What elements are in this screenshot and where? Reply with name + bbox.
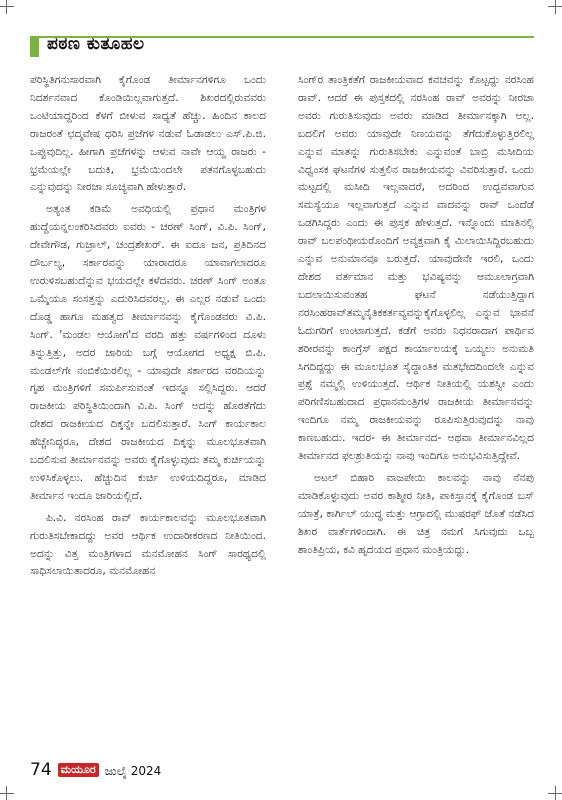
left-paragraph-1: ಪರಿಸ್ಥಿತಿಗನುಸಾರವಾಗಿ ಕೈಗೊಂಡ ತೀರ್ಮಾನಗಳಿಗೂ ಒಂದು ನಿದರ್ಶನವಾದ ಕೊಂಡಿಯಿಲ್ಲವಾಗುತ್ತದೆ. ಶಿಖರದಲ್ಲಿರುವವರು ಒಂಟಿಯಾದ್ದರಿಂದ ಕೆಳಗೆ ಬೀಳುವ ಸಾಧ್ಯತೆ ಹೆಚ್ಚು. ಹಿಂದಿನ ಕಾಲದ ರಾಜರಂತೆ ಛದ್ಮವೇಷ ಧರಿಸಿ ಪ್ರಜೆಗಳ ನಡುವೆ ಓಡಾಡಲು ಎಸ್.ಪಿ.ಜಿ. ಒಪ್ಪುವುದಿಲ್ಲ. ಹೀಗಾಗಿ ಪ್ರಜೆಗಳನ್ನು ಆಳುವ ನಾವೇ ಆಯ್ದ ರಾಜರು - ಭ್ರಮೆಯಲ್ಲೇ ಬದುಕಿ, ಭ್ರಮೆಯಿಂದಲೇ ಪತನಗೊಳ್ಳಬಹುದು ಎನ್ನುವುದನ್ನು ನೀರಜಾ ಸೂಚ್ಯವಾಗಿ ಹೇಳುತ್ತಾರೆ. bbox=[30, 74, 266, 194]
section-header bbox=[30, 24, 534, 64]
crop-mark-bottom-right-h bbox=[548, 793, 562, 794]
magazine-logo: ಮಯೂರ bbox=[58, 763, 99, 777]
left-column bbox=[30, 72, 266, 585]
crop-mark-top-right-h bbox=[548, 6, 562, 7]
right-paragraph-1: ಸಿಂಗ್‌ರ ತಾಂತ್ರಿಕತೆಗೆ ರಾಜಕೀಯವಾದ ಕವಚವನ್ನು ಕೊಟ್ಟದ್ದು ನರಸಿಂಹ ರಾವ್. ಆದರೆ ಈ ಪುಸ್ತಕದಲ್ಲಿ ನರಸಿಂಹ ರಾವ್ ಅವರನ್ನು ನೀರಜಾ ಅವರು ಗುರುತಿಸುವುದು ಅವರು ಮಾಡಿದ ತೀರ್ಮಾನಕ್ಕಾಗಿ ಅಲ್ಲ. ಬದಲಿಗೆ ಅವರು ಯಾವುದೇ ನಿಣಯವನ್ನು ತೆಗೆದುಕೊಳ್ಳುತ್ತಿರಲಿಲ್ಲ ಎನ್ನುವ ಮಾತನ್ನು ಗುರುತಿಸಬೇಕು ಎನ್ನುವಂತೆ ಬಾಬ್ರಿ ಮಸೀದಿಯ ವಿಧ್ವಂಸಕ ಘಟನೆಗಳ ಸುತ್ತಲಿನ ರಾಜಕೀಯವನ್ನು ವಿವರಿಸುತ್ತಾರೆ. ಒಂದು ಮಟ್ಟದಲ್ಲಿ ಮಸೀದಿ ಇಲ್ಲವಾದರೆ, ಅದರಿಂದ ಉದ್ಭವವಾಗುವ ಸಮಸ್ಯೆಯೂ ಇಲ್ಲವಾಗುತ್ತದೆ ಎನ್ನುವ ವಾದವನ್ನು ರಾವ್ ಒಂದೆಡೆ ಒಡಗಿಸಿದ್ದರು ಎಂದು ಈ ಪುಸ್ತಕ ಹೇಳುತ್ತದೆ. ಇನ್ನೊಂದು ಮಾತಿನಲ್ಲಿ ರಾವ್ ಬಲಪಂಥೀಯರೊಂದಿಗೆ ಅವ್ಯಕ್ತವಾಗಿ ಕೈ ಮಿಲಾಯಿಸಿದ್ದಿರಬಹುದು ಎನ್ನುವ ಅನುಮಾನವೂ ಬರುತ್ತದೆ. ಯಾವುದೇನೇ ಇರಲಿ, ಒಂದು ದೇಶದ ವರ್ತಮಾನ ಮತ್ತು ಭವಿಷ್ಯವನ್ನು ಆಮೂಲಾಗ್ರವಾಗಿ ಬದಲಾಯಿಸುವಂತಹ ಘಟನೆ ನಡೆಯುತ್ತಿದ್ದಾಗ ನರಸಿಂಹರಾವ್‌ತಮ್ಮನೈತಿಕಕರ್ತವ್ಯವನ್ನುಕೈಗೊಳ್ಳಲಿಲ್ಲ ಎನ್ನುವ ಭಾವನೆ ಓದುಗರಿಗೆ ಉಂಟಾಗುತ್ತದೆ. ಕಡೆಗೆ ಅವರು ನಿಧನರಾದಾಗ ಪಾರ್ಥಿವ ಶರೀರವನ್ನು ಕಾಂಗ್ರೆಸ್ ಪಕ್ಷದ ಕಾರ್ಯಾಲಯಕ್ಕೆ ಒಯ್ಯಲು ಅನುಮತಿ ಸಿಗದಿದ್ದದ್ದು ಈ ಮೂಲಭೂತ ಸೈದ್ಧಾಂತಿಕ ಮತಭೇದದಿಂದಲೇ ಎನ್ನುವ ಪ್ರಶ್ನೆ ನಮ್ಮಲ್ಲಿ ಉಳಿಯುತ್ತದೆ. ಆರ್ಥಿಕ ನೀತಿಯಲ್ಲಿ ಯಶಸ್ವೀ ಎಂದು ಪರಿಗಣಿಸಬಹುದಾದ ಪ್ರಧಾನಮಂತ್ರಿಗಳ ರಾಜಕೀಯ ತೀರ್ಮಾನವನ್ನು ಇಂದಿಗೂ ನಮ್ಮ ರಾಜಕೀಯವನ್ನು ರೂಪಿಸುತ್ತಿರುವುದನ್ನು ನಾವು ಕಾಣಬಹುದು. ಇದರ- ಈ ತೀರ್ಮಾನದ- ಅಥವಾ ತೀರ್ಮಾನವಿಲ್ಲದ ತೀರ್ಮಾನದ ಫಲಶ್ರುತಿಯನ್ನು ನಾವು ಇಂದಿಗೂ ಅನುಭವಿಸುತ್ತಿದ್ದೇವೆ. bbox=[298, 74, 534, 463]
page-number: 74 bbox=[30, 760, 52, 780]
header-accent-bar bbox=[30, 37, 39, 57]
section-title: ಪಠಣ ಕುತೂಹಲ bbox=[47, 34, 145, 54]
crop-mark-top-right bbox=[555, 0, 556, 14]
crop-mark-top-left bbox=[6, 0, 7, 14]
right-paragraph-2: ಅಟಲ್ ಬಿಹಾರಿ ವಾಜಪೇಯಿ ಕಾಲವನ್ನು ನಾವು ನೆನಪು ಮಾಡಿಕೊಳ್ಳುವುದು ಅವರ ಕಾಶ್ಮೀರ ನೀತಿ, ಪಾಕಿಸ್ತಾನಕ್ಕೆ ಕೈಗೊಂಡ ಬಸ್ ಯಾತ್ರೆ, ಕಾರ್ಗಿಲ್ ಯುದ್ಧ ಮತ್ತು ಆಗ್ರಾದಲ್ಲಿ ಮುಷರಫ್ ಜೊತೆ ನಡೆಸಿದ ಶಿಖರ ವಾರ್ತೆಗಳಿಂದಾಗಿ. ಈ ಚಿತ್ರ ನಮಗೆ ಸಿಗುವುದು ಒಬ್ಬ ಶಾಂತಿಪ್ರಿಯ, ಕವಿ ಹೃದಯದ ಪ್ರಧಾನ ಮಂತ್ರಿಯದ್ದು. bbox=[298, 471, 534, 556]
right-column bbox=[298, 72, 534, 563]
issue-date: ಜುಲೈ 2024 bbox=[104, 764, 162, 778]
left-paragraph-3: ಪಿ.ವಿ. ನರಸಿಂಹ ರಾವ್ ಕಾರ್ಯಕಾಲವನ್ನು ಮೂಲಭೂತವಾಗಿ ಗುರುತಿಸಬೇಕಾದದ್ದು ಅವರ ಆರ್ಥಿಕ ಉದಾರೀಕರಣದ ನೀತಿಯಿಂದ. ಅದನ್ನು ವಿತ್ತ ಮಂತ್ರಿಗಳಾದ ಮನಮೋಹನ ಸಿಂಗ್ ಸಾರಥ್ಯದಲ್ಲಿ ಸಾಧಿಸಲಾಯಿತಾದರೂ, ಮನಮೋಹನ bbox=[30, 511, 266, 578]
left-paragraph-2: ಅತ್ಯಂತ ಕಡಿಮೆ ಅವಧಿಯಲ್ಲಿ ಪ್ರಧಾನ ಮಂತ್ರಿಗಳ ಹುದ್ದೆಯನ್ನಲಂಕರಿಸಿದವರು ಐವರು - ಚರಣ್ ಸಿಂಗ್, ವಿ.ಪಿ. ಸಿಂಗ್, ದೇವೇಗೌಡ, ಗುಜ್ರಾಲ್, ಚಂದ್ರಶೇಖರ್. ಈ ಐದೂ ಜನ, ಪ್ರತಿದಿನದ ದೌರ್ಬಲ್ಯ, ಸರ್ಕಾರವನ್ನು ಯಾರಾದರೂ ಯಾವಾಗಲಾದರೂ ಉರುಳಿಸಬಹುದೆನ್ನುವ ಭಯದಲ್ಲೇ ಕಳೆದವರು. ಚರಣ್ ಸಿಂಗ್ ಅಂತೂ ಒಮ್ಮೆಯೂ ಸಂಸತ್ತನ್ನು ಎದುರಿಸಿದವರಲ್ಲ. ಈ ಎಲ್ಲರ ನಡುವೆ ಒಂದು ದೊಡ್ಡ ಹಾಗೂ ಮಹತ್ವದ ತೀರ್ಮಾನವನ್ನು ಕೈಗೊಂಡವರು ವಿ.ಪಿ. ಸಿಂಗ್. 'ಮಂಡಲ ಆಯೋಗ'ದ ವರದಿ ಹತ್ತು ವರ್ಷಗಳಿಂದ ದೂಳು ತಿನ್ನುತ್ತಿತ್ತು, ಅದರ ಜಾರಿಯ ಬಗ್ಗೆ ಆಯೋಗದ ಅಧ್ಯಕ್ಷ ಬಿ.ಪಿ. ಮಂಡಲ್‌ಗೇ ನಂಬಿಕೆಯಿರಲಿಲ್ಲ - ಯಾವುದೇ ಸರ್ಕಾರದ ವರದಿಯನ್ನು ಗೃಹ ಮಂತ್ರಿಗಳಿಗೆ ಸಮರ್ಪಿಸುವಂತೆ ಇದನ್ನೂ ಸಲ್ಲಿಸಿದ್ದರು. ಆದರೆ ರಾಜಕೀಯ ಪರಿಸ್ಥಿತಿಯಿಂದಾಗಿ ವಿ.ಪಿ. ಸಿಂಗ್ ಅದನ್ನು ಹೊರತೆಗೆದು ದೇಶದ ರಾಜಕೀಯದ ದಿಕ್ಕನ್ನೇ ಬದಲಿಸುತ್ತಾರೆ. ಸಿಂಗ್ ಕಾರ್ಯಕಾಲ ಹೆಚ್ಚೇನಿದ್ದರೂ, ದೇಶದ ರಾಜಕೀಯದ ದಿಕ್ಕನ್ನು ಮೂಲಭೂತವಾಗಿ ಬದಲಿಸುವ ತೀರ್ಮಾನವನ್ನು ಅವರು ಕೈಗೊಳ್ಳುವುದು ತಮ್ಮ ಕುರ್ಚಿಯನ್ನು ಉಳಿಸಿಕೊಳ್ಳಲು. ಹೆಚ್ಚುದಿನ ಕುರ್ಚಿ ಉಳಿಯದಿದ್ದರೂ, ಮಾಡಿದ ತೀರ್ಮಾನ ಇಂದೂ ಜಾರಿಯಲ್ಲಿದೆ. bbox=[30, 203, 266, 502]
page-footer bbox=[30, 760, 161, 782]
crop-mark-bottom-left-h bbox=[0, 793, 14, 794]
crop-mark-top-left-h bbox=[0, 6, 14, 7]
